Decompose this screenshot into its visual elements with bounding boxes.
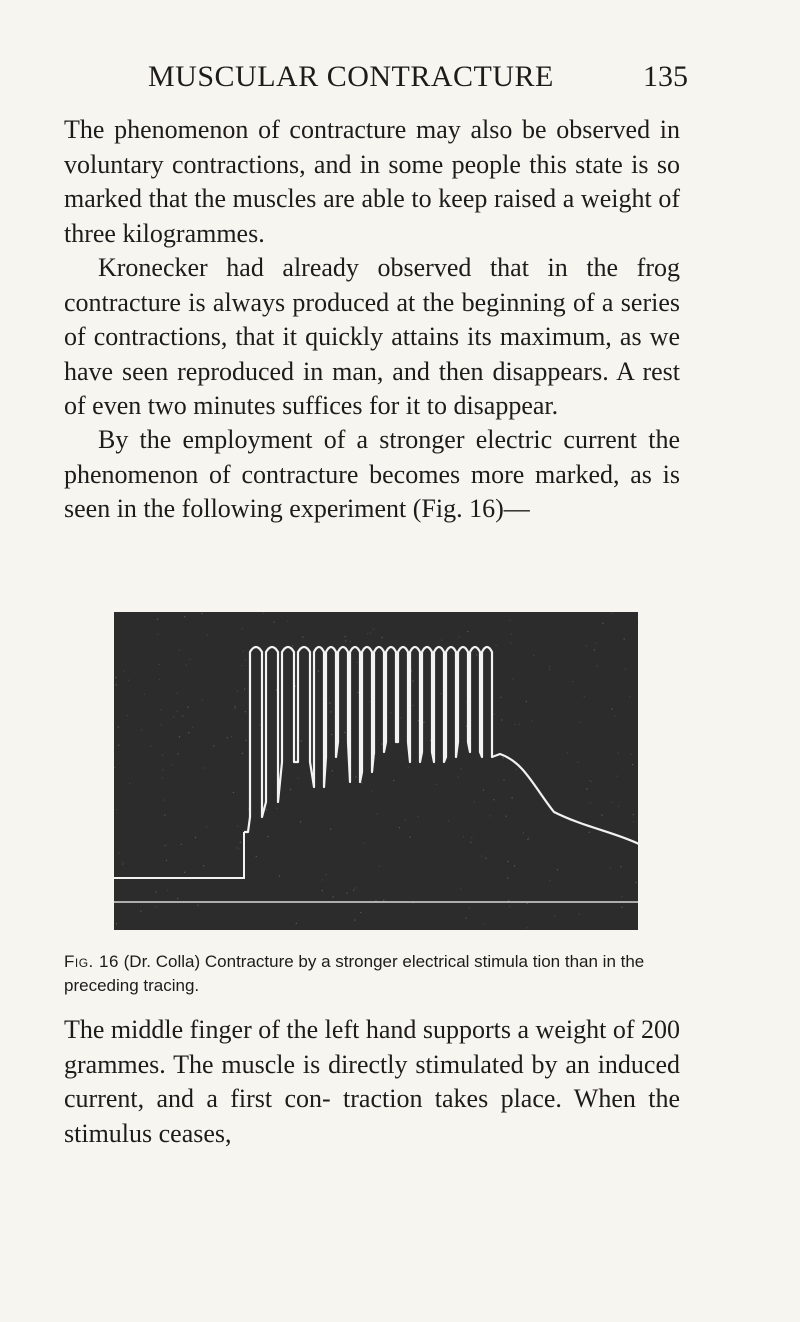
tracing-background [114, 612, 638, 930]
figure-label: Fig. 16 [64, 952, 119, 971]
figure-16-tracing [114, 612, 638, 930]
paragraph-4: The middle finger of the left hand supports a weight of 200 grammes. The muscle is directly stimulated by an induced current, and a first con- traction takes place. When the stimulus ceases, [64, 1015, 680, 1148]
figure-caption [64, 950, 680, 998]
page-number: 135 [643, 60, 688, 93]
kymograph-tracing-image [114, 612, 638, 930]
paragraph-3: By the employment of a stronger electric current the phenomenon of contracture becomes more marked, as is seen in the following experiment (Fig. 16)— [64, 425, 680, 523]
running-title: MUSCULAR CONTRACTURE [148, 60, 554, 93]
paragraph-1: The phenomenon of contracture may also be observed in voluntary contractions, and in some people this state is so marked that the muscles are able to keep raised a weight of three kilogrammes. [64, 115, 680, 248]
running-header [148, 60, 688, 104]
figure-caption-text: (Dr. Colla) Contracture by a stronger electrical stimula tion than in the preceding tracing. [64, 952, 645, 995]
paragraph-2: Kronecker had already observed that in the frog contracture is always produced at the beginning of a series of contractions, that it quickly attains its maximum, as we have seen reproduced in man, and then disappears. A rest of even two minutes suffices for it to disappear. [64, 253, 680, 420]
